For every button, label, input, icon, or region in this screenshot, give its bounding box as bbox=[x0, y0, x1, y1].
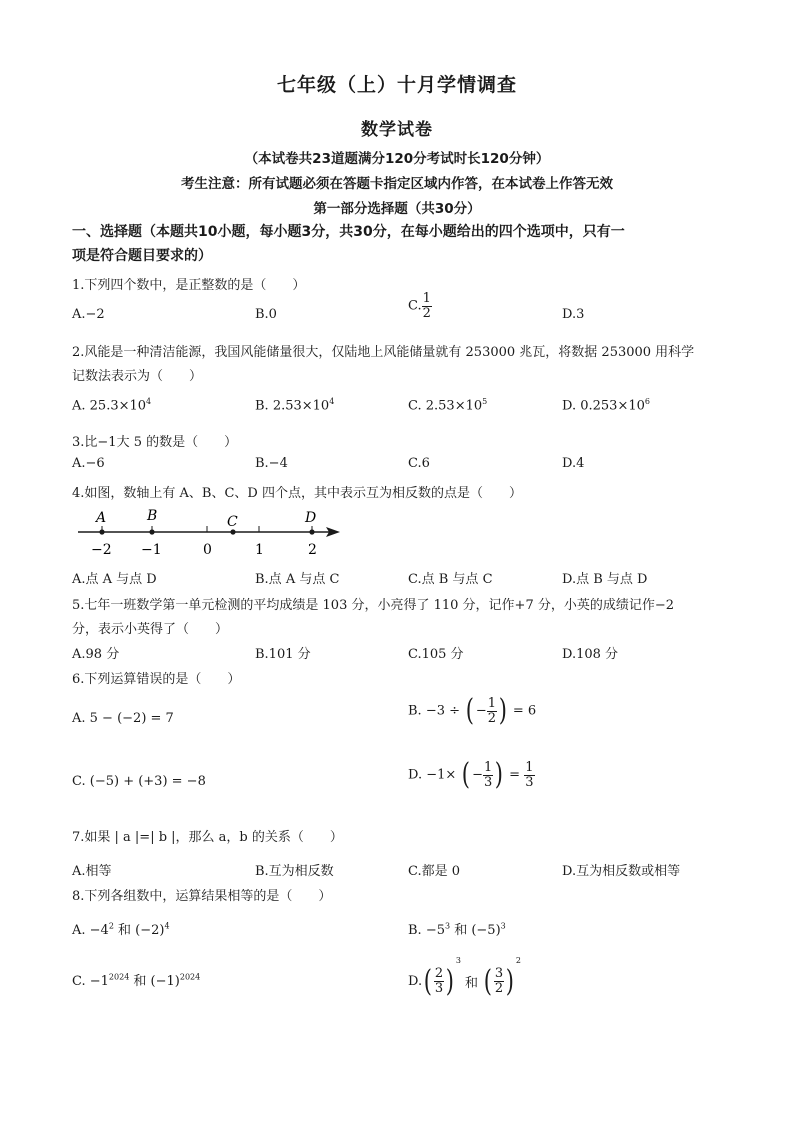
point-c-dot bbox=[230, 529, 235, 534]
exam-info: （本试卷共23道题满分120分考试时长120分钟） bbox=[244, 151, 550, 167]
q4-option-a: A.点 A 与点 D bbox=[72, 572, 157, 587]
q7-option-b: B.互为相反数 bbox=[255, 864, 334, 879]
q3-option-b: B.−4 bbox=[255, 456, 288, 471]
point-a-label: A bbox=[96, 510, 107, 526]
q6-option-c: C. (−5) + (+3) = −8 bbox=[72, 774, 206, 789]
section-heading-line1: 一、选择题（本题共10小题，每小题3分，共30分，在每小题给出的四个选项中，只有一 bbox=[72, 224, 625, 240]
q8-option-d: D.( $\frac{2}{3}$ )$^3$ 和 ( $\frac{3}{2}$ )$^2$ bbox=[408, 956, 521, 999]
question-8: 8.下列各组数中，运算结果相等的是（ ） bbox=[72, 889, 332, 904]
q3-option-a: A.−6 bbox=[72, 456, 105, 471]
question-7: 7.如果 | a |=| b |，那么 a，b 的关系（ ） bbox=[72, 830, 343, 845]
q1-option-b: B.0 bbox=[255, 307, 277, 322]
q2-option-a: A. $25.3\times 10^4$ bbox=[72, 397, 152, 414]
q5-option-a: A.98 分 bbox=[72, 647, 120, 662]
question-3: 3.比−1大 5 的数是（ ） bbox=[72, 435, 238, 450]
point-a-dot bbox=[99, 529, 104, 534]
exam-notice: 考生注意：所有试题必须在答题卡指定区域内作答，在本试卷上作答无效 bbox=[181, 176, 613, 192]
q2-option-b: B. $2.53\times 10^4$ bbox=[255, 397, 335, 414]
question-5-line1: 5.七年一班数学第一单元检测的平均成绩是 103 分，小亮得了 110 分，记作+7 分，小英的成绩记作−2 bbox=[72, 598, 675, 613]
q2-option-c: C. $2.53\times 10^5$ bbox=[408, 397, 488, 414]
point-d-label: D bbox=[305, 510, 317, 526]
exam-title: 七年级（上）十月学情调查 bbox=[276, 74, 517, 96]
q1-option-c: C. $\frac{1}{2}$ bbox=[408, 291, 431, 321]
point-b-dot bbox=[149, 529, 154, 534]
q4-option-c: C.点 B 与点 C bbox=[408, 572, 493, 587]
q8-option-b: B. $-5^3$ 和 $(-5)^3$ bbox=[408, 921, 506, 938]
part-heading: 第一部分选择题（共30分） bbox=[313, 201, 481, 217]
q5-option-d: D.108 分 bbox=[562, 647, 619, 662]
q4-option-b: B.点 A 与点 C bbox=[255, 572, 340, 587]
q5-option-c: C.105 分 bbox=[408, 647, 464, 662]
point-b-label: B bbox=[147, 508, 158, 524]
tick-label-0: 0 bbox=[203, 542, 212, 558]
question-6: 6.下列运算错误的是（ ） bbox=[72, 672, 241, 687]
question-2-line1: 2.风能是一种清洁能源，我国风能储量很大，仅陆地上风能储量就有 253000 兆瓦，将数据 253000 用科学 bbox=[72, 345, 695, 360]
tick-label-1: 1 bbox=[255, 542, 264, 558]
q7-option-d: D.互为相反数或相等 bbox=[562, 864, 681, 879]
question-4: 4.如图，数轴上有 A、B、C、D 四个点，其中表示互为相反数的点是（ ） bbox=[72, 486, 522, 501]
point-c-label: C bbox=[227, 514, 238, 530]
point-d-dot bbox=[309, 529, 314, 534]
section-heading-line2: 项是符合题目要求的） bbox=[72, 248, 212, 264]
q3-option-c: C.6 bbox=[408, 456, 430, 471]
q4-option-d: D.点 B 与点 D bbox=[562, 572, 648, 587]
q2-option-d: D. $0.253\times 10^6$ bbox=[562, 397, 650, 414]
q6-option-b: B. −3 ÷ ( − $\frac{1}{2}$ ) = 6 bbox=[408, 693, 537, 728]
question-2-line2: 记数法表示为（ ） bbox=[72, 369, 203, 384]
question-5-line2: 分，表示小英得了（ ） bbox=[72, 622, 229, 637]
exam-subtitle: 数学试卷 bbox=[361, 120, 433, 140]
q6-option-a: A. 5 − (−2) = 7 bbox=[72, 711, 174, 726]
tick-label-minus-1: −1 bbox=[141, 542, 162, 558]
q8-option-c: C. $-1^{2024}$ 和 $(-1)^{2024}$ bbox=[72, 972, 201, 989]
q8-option-a: A. $-4^2$ 和 $(-2)^4$ bbox=[72, 921, 170, 938]
question-1: 1.下列四个数中，是正整数的是（ ） bbox=[72, 278, 306, 293]
q6-option-d: D. −1× ( − $\frac{1}{3}$ ) = $\frac{1}{3}$ bbox=[408, 757, 534, 792]
number-line-figure bbox=[70, 505, 350, 565]
q7-option-a: A.相等 bbox=[72, 864, 112, 879]
q1-option-a: A.−2 bbox=[72, 307, 105, 322]
q1-option-d: D.3 bbox=[562, 307, 585, 322]
q7-option-c: C.都是 0 bbox=[408, 864, 461, 879]
tick-label-minus-2: −2 bbox=[91, 542, 112, 558]
tick-label-2: 2 bbox=[308, 542, 317, 558]
q5-option-b: B.101 分 bbox=[255, 647, 311, 662]
q3-option-d: D.4 bbox=[562, 456, 585, 471]
